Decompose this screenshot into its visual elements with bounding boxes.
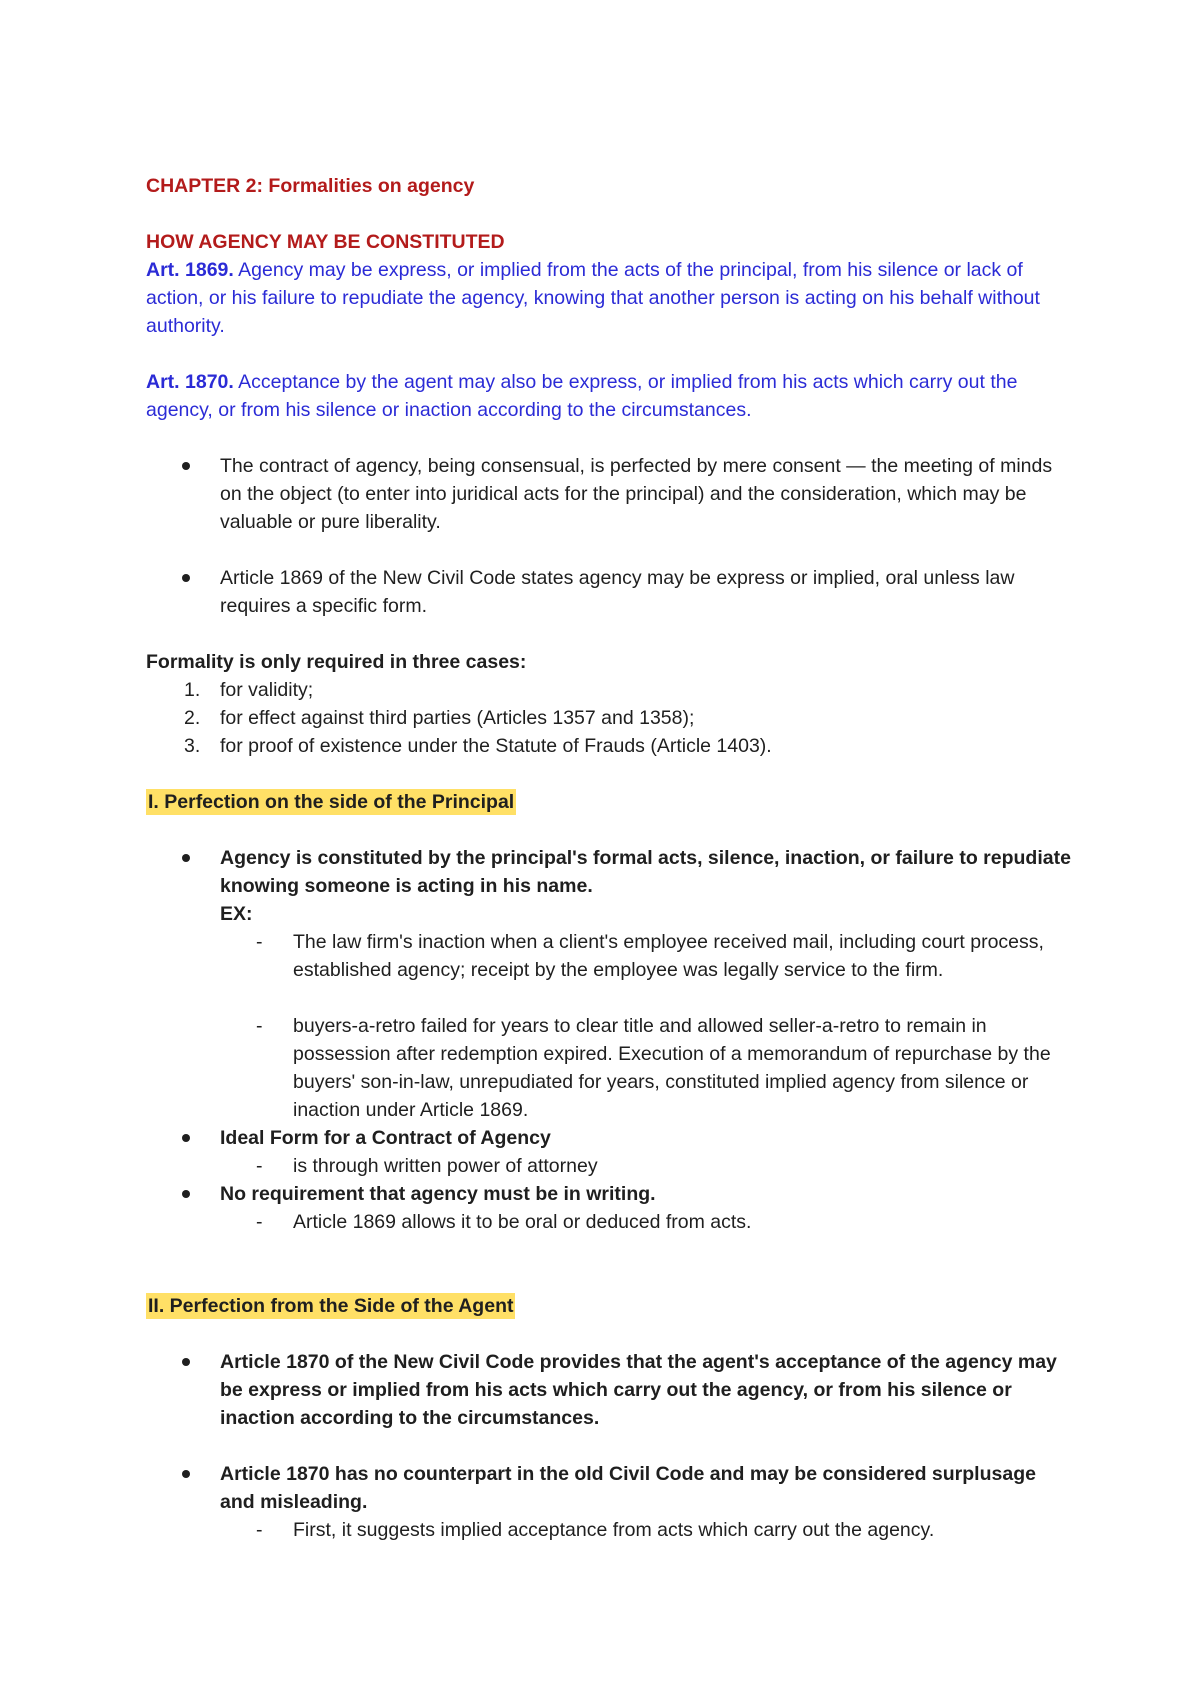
bullet-icon xyxy=(182,462,190,470)
dash-marker: - xyxy=(256,1015,263,1037)
bullet-icon xyxy=(182,1470,190,1478)
sub-list xyxy=(220,1208,1076,1236)
list-item xyxy=(146,1124,1076,1180)
dash-marker: - xyxy=(256,931,263,953)
document-page xyxy=(146,172,1076,1544)
section-2-heading-line xyxy=(146,1292,1076,1320)
section-1-bullet-3-text: No requirement that agency must be in writing. xyxy=(220,1183,656,1205)
example-list-2 xyxy=(220,1012,1076,1124)
dash-marker: - xyxy=(256,1211,263,1233)
section-heading-how-agency: HOW AGENCY MAY BE CONSTITUTED xyxy=(146,231,505,253)
section-1-heading: I. Perfection on the side of the Principal xyxy=(148,791,515,813)
section-2-bullet-2-text: Article 1870 has no counterpart in the old Civil Code and may be considered surplusage and misleading. xyxy=(220,1463,1036,1513)
list-item xyxy=(146,732,1076,760)
list-item xyxy=(146,1460,1076,1544)
intro-bullet-list xyxy=(146,452,1076,536)
list-item xyxy=(220,1152,1076,1180)
article-1869-text: Agency may be express, or implied from the acts of the principal, from his silence or lack of action, or his failure to repudiate the agency, knowing that another person is acting on his behalf without authority. xyxy=(146,259,1040,337)
bullet-icon xyxy=(182,1134,190,1142)
sub-item-text: First, it suggests implied acceptance from acts which carry out the agency. xyxy=(293,1519,935,1541)
section-2-bullets xyxy=(146,1348,1076,1432)
section-1-bullet-1-text: Agency is constituted by the principal's formal acts, silence, inaction, or failure to repudiate knowing someone is acting in his name. xyxy=(220,847,1071,897)
chapter-title: CHAPTER 2: Formalities on agency xyxy=(146,175,475,197)
dash-marker: - xyxy=(256,1155,263,1177)
formality-list xyxy=(146,676,1076,760)
list-number: 3. xyxy=(184,735,201,757)
list-item xyxy=(220,928,1076,984)
intro-bullet-text: Article 1869 of the New Civil Code states agency may be express or implied, oral unless law requires a specific form. xyxy=(220,567,1015,617)
list-item-text: for proof of existence under the Statute of Frauds (Article 1403). xyxy=(220,735,772,757)
article-1869 xyxy=(146,256,1076,340)
list-item xyxy=(220,1208,1076,1236)
article-1869-label: Art. 1869. xyxy=(146,259,234,281)
article-1870 xyxy=(146,368,1076,424)
section-1-bullet-2-text: Ideal Form for a Contract of Agency xyxy=(220,1127,551,1149)
list-item xyxy=(220,1012,1076,1124)
intro-bullet-text: The contract of agency, being consensual, is perfected by mere consent — the meeting of minds on the object (to enter into juridical acts for the principal) and the consideration, which may be valuable or pure liberality. xyxy=(220,455,1053,533)
list-item-text: for effect against third parties (Articles 1357 and 1358); xyxy=(220,707,695,729)
list-item-text: for validity; xyxy=(220,679,314,701)
sub-item-text: is through written power of attorney xyxy=(293,1155,598,1177)
list-item xyxy=(146,704,1076,732)
sub-list xyxy=(220,1516,1076,1544)
example-text: buyers-a-retro failed for years to clear title and allowed seller-a-retro to remain in possession after redemption expired. Execution of a memorandum of repurchase by the buyers' son-in-law, unrepudiated for years, constituted implied agency from silence or inaction under Article 1869. xyxy=(293,1015,1051,1121)
dash-marker: - xyxy=(256,1519,263,1541)
section-2-bullets-2 xyxy=(146,1460,1076,1544)
formality-heading: Formality is only required in three cases: xyxy=(146,651,527,673)
sub-item-text: Article 1869 allows it to be oral or deduced from acts. xyxy=(293,1211,752,1233)
example-text: The law firm's inaction when a client's employee received mail, including court process, established agency; receipt by the employee was legally service to the firm. xyxy=(293,931,1044,981)
list-number: 2. xyxy=(184,707,201,729)
bullet-icon xyxy=(182,574,190,582)
section-2-bullet-1-text: Article 1870 of the New Civil Code provides that the agent's acceptance of the agency may be express or implied from his acts which carry out the agency, or from his silence or inaction according to the circumstances. xyxy=(220,1351,1057,1429)
list-item xyxy=(220,1516,1076,1544)
bullet-icon xyxy=(182,1358,190,1366)
list-item xyxy=(146,844,1076,1124)
bullet-icon xyxy=(182,1190,190,1198)
bullet-icon xyxy=(182,854,190,862)
section-1-heading-line xyxy=(146,788,1076,816)
section-2-heading: II. Perfection from the Side of the Agent xyxy=(148,1295,514,1317)
example-list xyxy=(146,928,1076,984)
section-1-bullets xyxy=(146,844,1076,1236)
sub-list xyxy=(220,1152,1076,1180)
article-1870-text: Acceptance by the agent may also be express, or implied from his acts which carry out the agency, or from his silence or inaction according to the circumstances. xyxy=(146,371,1018,421)
list-number: 1. xyxy=(184,679,201,701)
example-label: EX: xyxy=(220,903,253,925)
intro-bullet-list-2 xyxy=(146,564,1076,620)
list-item xyxy=(146,1348,1076,1432)
list-item xyxy=(146,1180,1076,1236)
list-item xyxy=(146,452,1076,536)
list-item xyxy=(146,564,1076,620)
article-1870-label: Art. 1870. xyxy=(146,371,234,393)
list-item xyxy=(146,676,1076,704)
